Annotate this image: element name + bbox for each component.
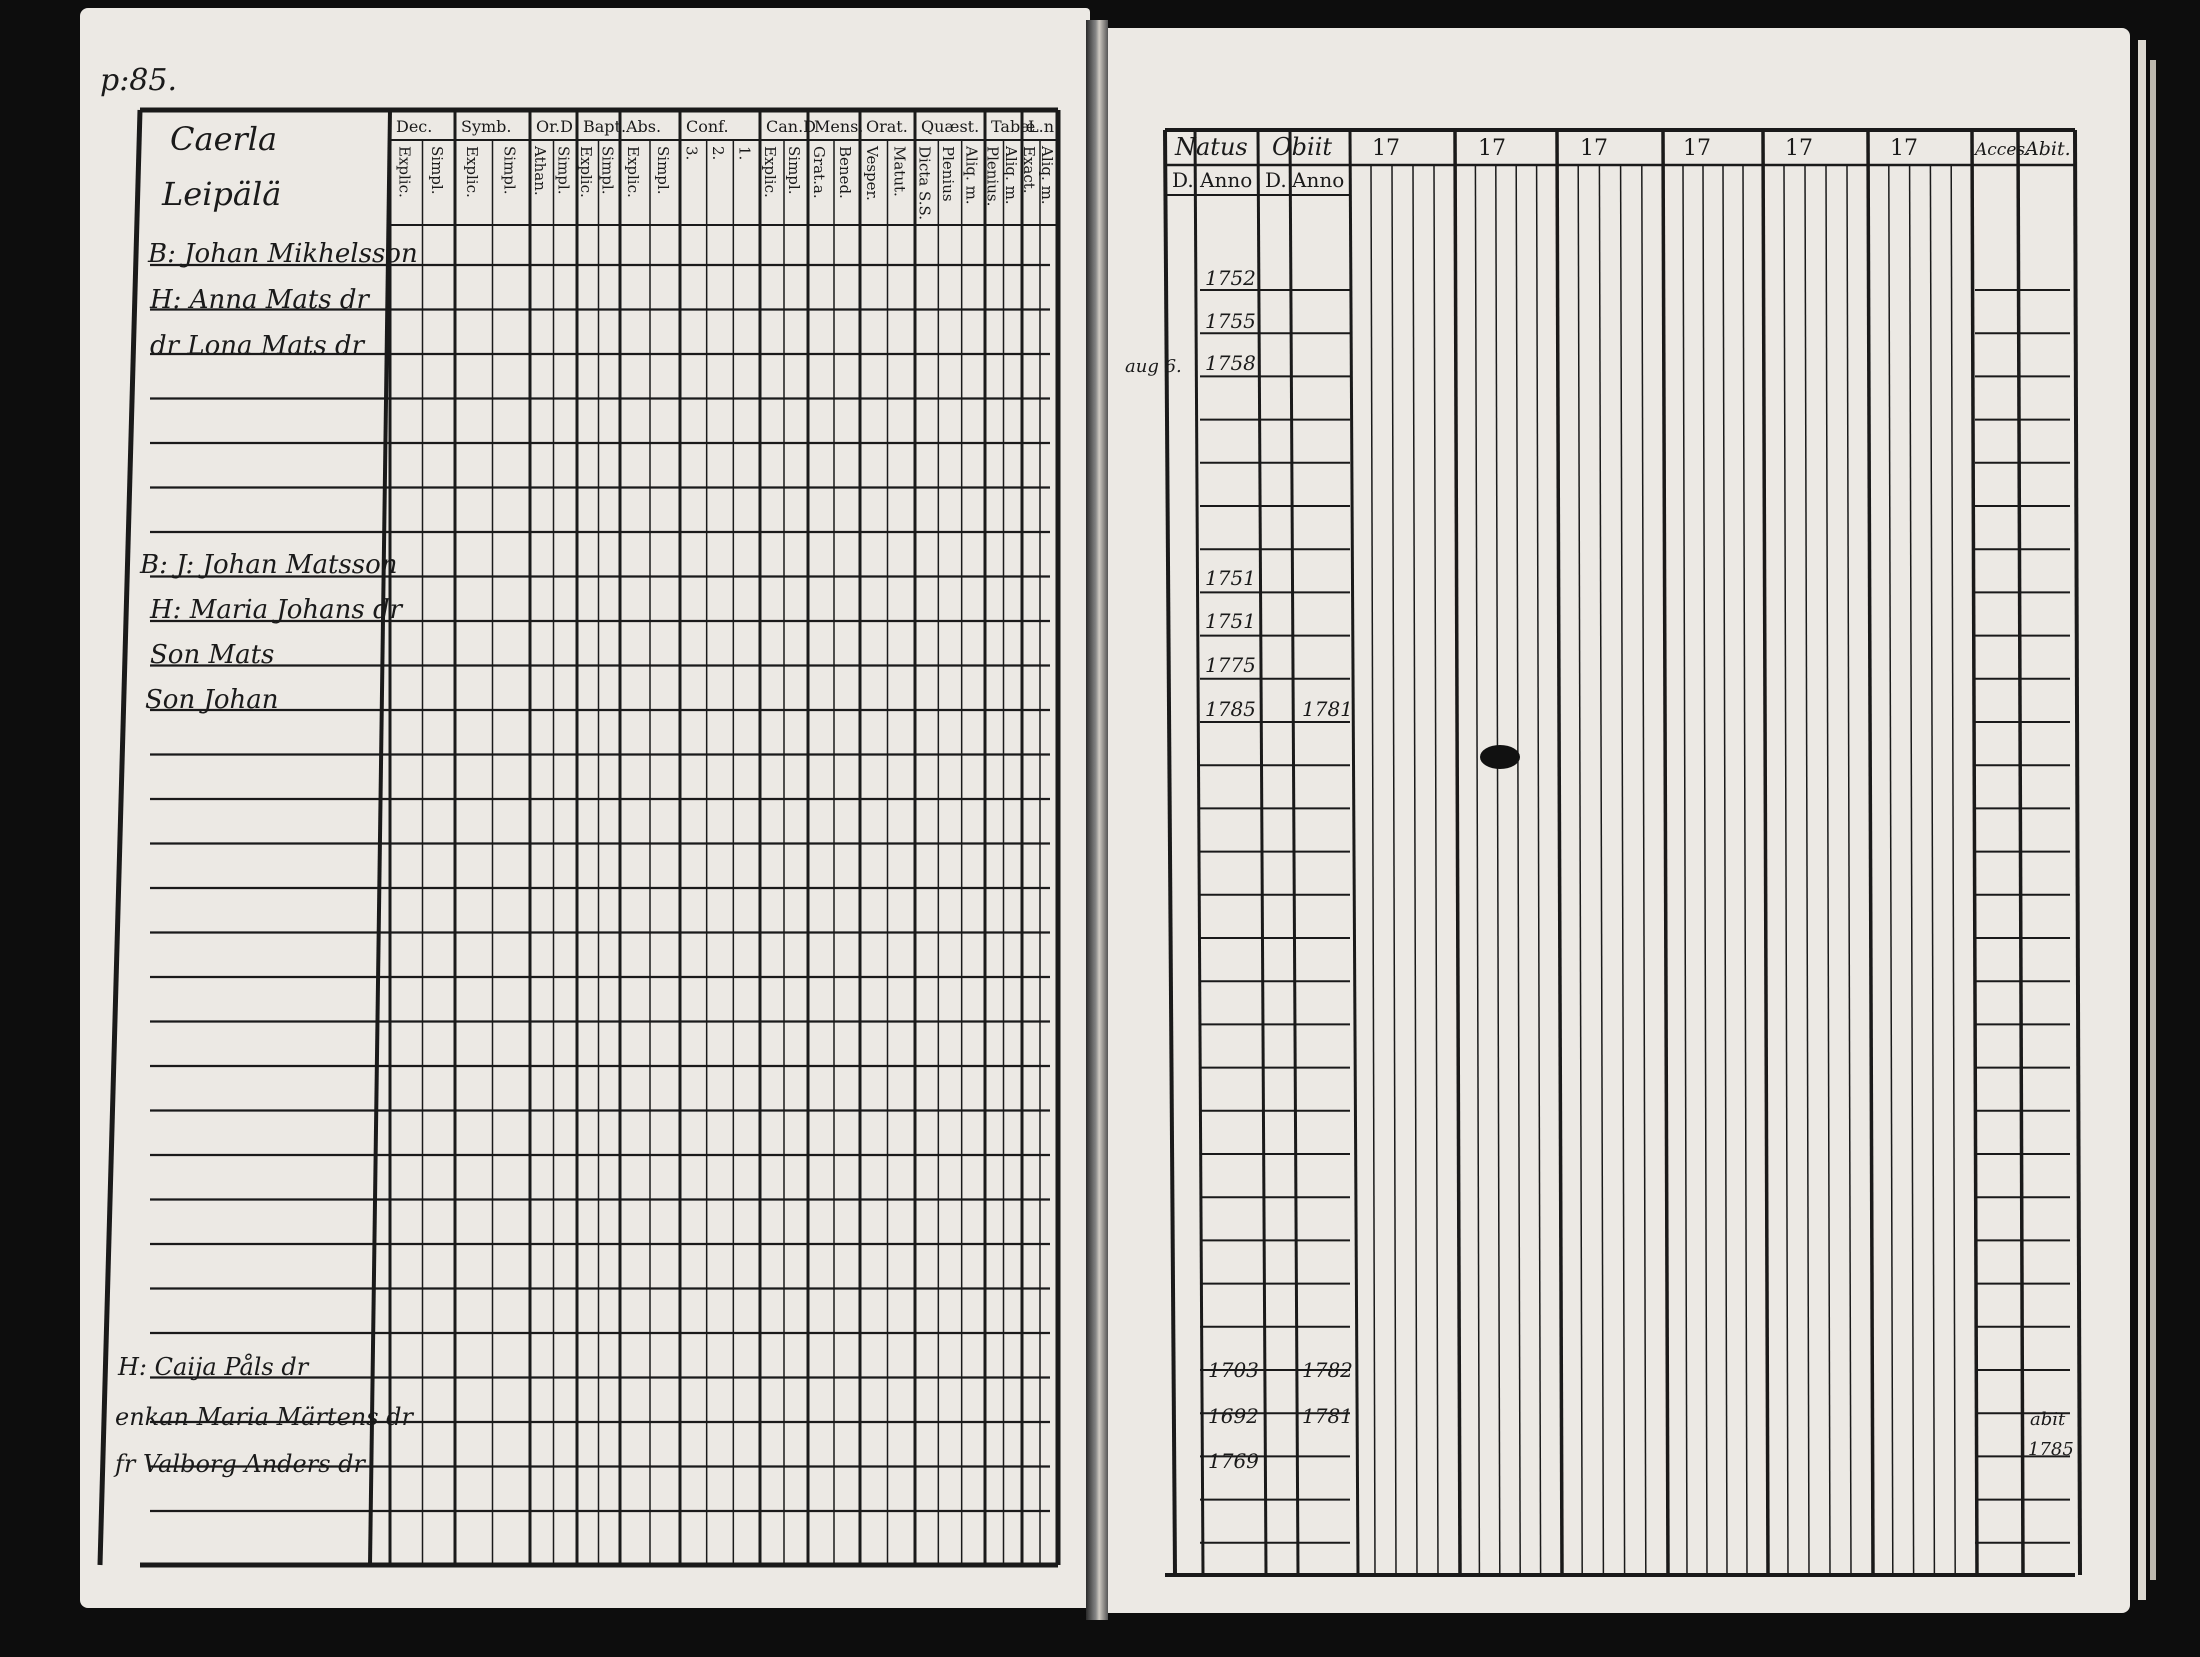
column-subheader: Simpl. — [500, 146, 519, 195]
column-header: Dec. — [396, 117, 433, 136]
header-abiit: Abit. — [2025, 138, 2071, 160]
sub-column-divider — [1930, 165, 1934, 1575]
sub-column-divider — [1392, 165, 1396, 1575]
sub-column-divider — [1371, 165, 1375, 1575]
name-entry: fr Valborg Anders dr — [115, 1450, 365, 1478]
column-header: Abs. — [626, 117, 662, 136]
header-obiit-day: D. — [1265, 168, 1287, 192]
sub-column-divider — [1434, 165, 1438, 1575]
column-header: Can.D — [766, 117, 816, 136]
left-table-grid — [100, 110, 1058, 1565]
name-entry: H: Maria Johans dr — [150, 595, 403, 625]
header-obiit: Obiit — [1272, 133, 1333, 161]
column-subheader: Dicta S.S. — [915, 146, 934, 220]
header-natus: Natus — [1175, 133, 1248, 161]
sub-column-divider — [1516, 165, 1520, 1575]
column-subheader: Simpl. — [554, 146, 573, 195]
column-header: Quæst. — [921, 117, 980, 136]
column-divider — [1763, 130, 1768, 1575]
header-natus-day: D. — [1172, 168, 1194, 192]
name-entry: Son Mats — [150, 640, 275, 670]
column-header: Or.D — [536, 117, 573, 136]
sub-column-divider — [1578, 165, 1582, 1575]
sub-column-divider — [1826, 165, 1830, 1575]
column-subheader: 3. — [682, 146, 701, 161]
sub-column-divider — [1621, 165, 1625, 1575]
page-number: p:85. — [100, 63, 178, 98]
column-subheader: Aliq. m. — [962, 146, 981, 205]
sub-column-divider — [1703, 165, 1707, 1575]
farm-name-line1: Caerla — [170, 120, 278, 158]
name-entry: enkan Maria Märtens dr — [115, 1403, 414, 1431]
birth-year: 1703 — [1208, 1358, 1259, 1382]
column-subheader: Simpl. — [598, 146, 617, 195]
column-subheader: Athan. — [530, 146, 549, 196]
sub-column-divider — [1889, 165, 1893, 1575]
column-subheader: 1. — [735, 146, 754, 161]
column-subheader: Vesper. — [862, 146, 881, 201]
death-year: 1782 — [1302, 1358, 1353, 1382]
sub-column-divider — [1847, 165, 1851, 1575]
table-border — [1165, 130, 1175, 1575]
column-subheader: Explic. — [462, 146, 481, 198]
sub-column-divider — [1599, 165, 1603, 1575]
sub-column-divider — [1805, 165, 1809, 1575]
column-subheader: Explic. — [761, 146, 779, 198]
sub-column-divider — [1743, 165, 1747, 1575]
column-subheader: Grat.a. — [810, 146, 828, 199]
death-year: 1781 — [1302, 697, 1353, 721]
birth-year: 1769 — [1208, 1449, 1259, 1473]
name-entry: B: Johan Mikhelsson — [148, 239, 418, 269]
sub-column-divider — [1642, 165, 1646, 1575]
name-column-divider — [370, 110, 390, 1565]
margin-note: aug 6. — [1125, 356, 1182, 377]
header-obiit-anno: Anno — [1292, 168, 1345, 192]
column-header: Mens. — [814, 117, 864, 136]
column-subheader: Matut. — [890, 146, 909, 197]
column-subheader: Aliq. m. — [1001, 146, 1020, 205]
column-subheader: Bened. — [836, 146, 854, 199]
column-subheader: Simpl. — [785, 146, 803, 195]
column-subheader: Plenius. — [983, 146, 1002, 207]
column-divider — [1455, 130, 1460, 1575]
sub-column-divider — [1496, 165, 1500, 1575]
sub-column-divider — [1951, 165, 1955, 1575]
column-divider — [1557, 130, 1562, 1575]
sub-column-divider — [1537, 165, 1541, 1575]
column-divider — [1868, 130, 1873, 1575]
header-accessit: Acces. — [1975, 140, 2031, 160]
table-border — [100, 110, 140, 1565]
name-entry: Son Johan — [145, 685, 279, 715]
sub-column-divider — [1784, 165, 1788, 1575]
column-subheader: 2. — [709, 146, 727, 161]
sub-column-divider — [1683, 165, 1687, 1575]
sub-column-divider — [1475, 165, 1479, 1575]
abiit-note: 1785 — [2028, 1439, 2074, 1460]
name-entry: H: Anna Mats dr — [150, 285, 369, 315]
birth-year: 1751 — [1205, 609, 1256, 633]
column-subheader: Plenius — [939, 146, 957, 202]
birth-year: 1751 — [1205, 566, 1256, 590]
sub-column-divider — [1413, 165, 1417, 1575]
column-subheader: Aliq. m. — [1038, 146, 1056, 205]
birth-year: 1785 — [1205, 697, 1256, 721]
column-subheader: Simpl. — [654, 146, 672, 195]
abiit-note: abit — [2030, 1409, 2066, 1430]
column-subheader: Explic. — [395, 146, 414, 198]
header-natus-anno: Anno — [1200, 168, 1253, 192]
header-year: 17 — [1890, 136, 1918, 161]
column-subheader: Explic. — [624, 146, 642, 198]
birth-year: 1775 — [1205, 653, 1256, 677]
column-header: L.n — [1028, 117, 1055, 136]
ink-blot — [1480, 745, 1520, 769]
table-border — [2075, 130, 2080, 1575]
header-year: 17 — [1478, 136, 1506, 161]
death-year: 1781 — [1302, 1404, 1353, 1428]
column-header: Orat. — [866, 117, 908, 136]
column-subheader: Exact. — [1020, 146, 1038, 194]
column-header: Conf. — [686, 117, 729, 136]
column-header: Tabæ — [991, 117, 1036, 136]
name-entry: H: Caija Påls dr — [118, 1353, 309, 1381]
header-year: 17 — [1785, 136, 1813, 161]
header-year: 17 — [1372, 136, 1400, 161]
birth-year: 1758 — [1205, 351, 1256, 375]
farm-name-line2: Leipälä — [162, 175, 282, 213]
birth-year: 1755 — [1205, 309, 1256, 333]
column-header: Bapt. — [583, 117, 627, 136]
sub-column-divider — [1723, 165, 1727, 1575]
column-header: Symb. — [461, 117, 512, 136]
name-entry: dr Lona Mats dr — [150, 331, 365, 361]
name-entry: B: J: Johan Matsson — [140, 550, 398, 580]
birth-year: 1752 — [1205, 266, 1256, 290]
header-year: 17 — [1580, 136, 1608, 161]
header-year: 17 — [1683, 136, 1711, 161]
column-divider — [1663, 130, 1668, 1575]
column-subheader: Simpl. — [427, 146, 446, 195]
birth-year: 1692 — [1208, 1404, 1259, 1428]
column-subheader: Explic. — [576, 146, 595, 198]
sub-column-divider — [1910, 165, 1914, 1575]
